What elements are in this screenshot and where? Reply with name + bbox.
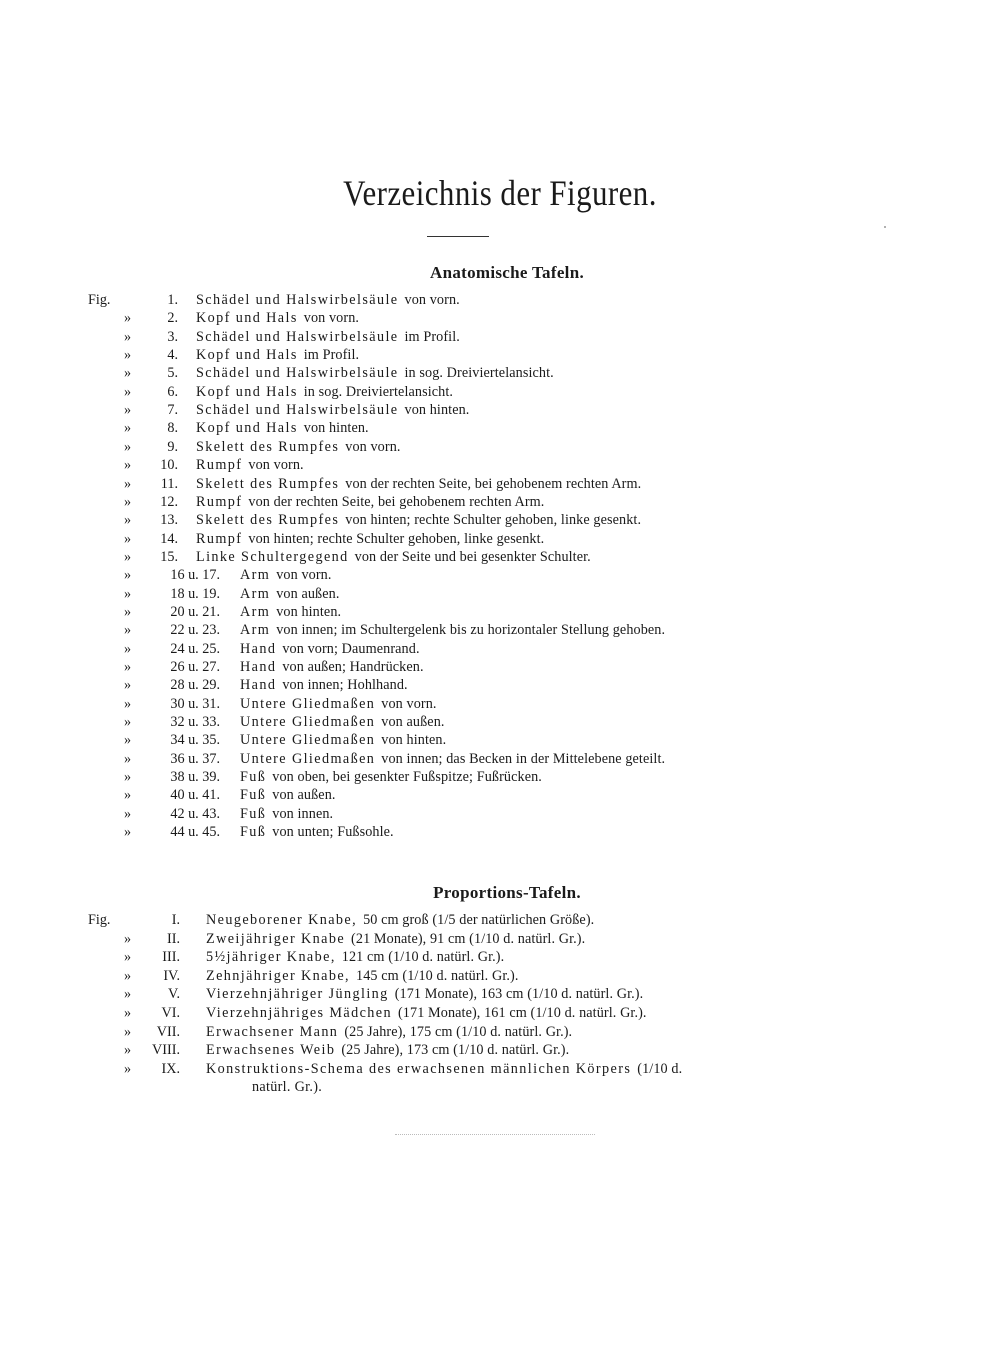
figure-subject: Untere Gliedmaßen [240, 732, 376, 749]
figure-description: von außen. [381, 714, 445, 731]
figure-entry [0, 695, 1000, 713]
figure-entry [0, 1004, 1000, 1022]
figure-entry [0, 640, 1000, 658]
figure-label: » [124, 420, 132, 437]
figure-description: von vorn. [381, 695, 437, 712]
figure-entry [0, 786, 1000, 804]
figure-number: 9. [167, 438, 178, 455]
figure-number: 32 u. 33. [170, 714, 220, 731]
figure-label: Fig. [88, 912, 111, 928]
figure-label: » [124, 328, 132, 345]
figure-number: 20 u. 21. [170, 603, 220, 620]
figure-label: » [124, 512, 132, 529]
figure-entry [0, 530, 1000, 548]
figure-subject: Hand [240, 640, 277, 657]
figure-description: von hinten. [303, 420, 369, 437]
figure-number: I. [171, 912, 180, 928]
figure-description: 121 cm (1/10 d. natürl. Gr.). [341, 949, 505, 966]
figure-description: im Profil. [404, 328, 460, 345]
figure-number: VII. [156, 1023, 180, 1040]
figure-description: (25 Jahre), 173 cm (1/10 d. natürl. Gr.). [341, 1042, 570, 1059]
figure-number: 42 u. 43. [170, 805, 220, 822]
figure-description: von vorn. [404, 292, 460, 308]
figure-number: 38 u. 39. [170, 769, 220, 786]
figure-entry [0, 911, 1000, 929]
figure-entry [0, 731, 1000, 749]
figure-description: von vorn; Daumenrand. [282, 640, 420, 657]
figure-number: 15. [160, 548, 178, 565]
figure-description: von der Seite und bei gesenkter Schulter. [354, 548, 591, 565]
figure-description: von vorn. [276, 567, 332, 584]
figure-description: von hinten. [276, 603, 342, 620]
figure-number: 12. [160, 493, 178, 510]
figure-number: 26 u. 27. [170, 659, 220, 675]
figure-subject: Schädel und Halswirbelsäule [196, 328, 399, 345]
figure-label: » [124, 603, 132, 620]
figure-number: 22 u. 23. [170, 622, 220, 639]
figure-subject: Arm [240, 622, 271, 639]
figure-description: von innen; im Schultergelenk bis zu horizontaler Stellung gehoben. [276, 622, 666, 639]
figure-label: » [124, 585, 132, 602]
figure-description: 50 cm groß (1/5 der natürlichen Größe). [363, 912, 595, 928]
figure-description: in sog. Dreiviertelansicht. [404, 365, 554, 382]
figure-number: 11. [160, 475, 178, 492]
figure-label: » [124, 930, 132, 947]
figure-subject: Hand [240, 659, 277, 675]
figure-subject: Linke Schultergegend [196, 548, 349, 565]
figure-label: » [124, 622, 132, 639]
figure-number: V. [168, 986, 180, 1003]
figure-number: IV. [163, 967, 180, 984]
figure-label: » [124, 695, 132, 712]
figure-subject: Fuß [240, 787, 267, 804]
figure-subject: Skelett des Rumpfes [196, 438, 340, 455]
figure-label: » [124, 365, 132, 382]
figure-label: » [124, 1005, 132, 1021]
figure-number: 16 u. 17. [170, 567, 220, 584]
figure-subject: Erwachsenes Weib [206, 1042, 336, 1059]
figure-subject: Rumpf [196, 457, 243, 474]
figure-label: » [124, 402, 132, 419]
figure-subject: Skelett des Rumpfes [196, 475, 340, 492]
figure-subject: Neugeborener Knabe, [206, 912, 358, 928]
figure-entry [0, 401, 1000, 419]
figure-number: 18 u. 19. [170, 585, 220, 602]
figure-entry [0, 383, 1000, 401]
figure-number: 13. [160, 512, 178, 529]
figure-label: » [124, 986, 132, 1003]
figure-label: » [124, 548, 132, 565]
figure-description: (1/10 d. [637, 1060, 683, 1077]
figure-number: 36 u. 37. [170, 750, 220, 767]
figure-description: in sog. Dreiviertelansicht. [303, 383, 454, 400]
figure-entry [0, 548, 1000, 566]
figure-label: » [124, 1060, 132, 1077]
figure-number: 34 u. 35. [170, 732, 220, 749]
figure-subject: Untere Gliedmaßen [240, 750, 376, 767]
figure-label: » [124, 659, 132, 675]
page-title: Verzeichnis der Figuren. [343, 173, 657, 213]
figure-label: » [124, 347, 132, 364]
figure-description: von außen. [276, 585, 340, 602]
figure-entry [0, 438, 1000, 456]
figure-entry [0, 930, 1000, 948]
figure-subject: Arm [240, 585, 271, 602]
figure-label: » [124, 383, 132, 400]
figure-number: 3. [167, 328, 178, 345]
figure-entry [0, 750, 1000, 768]
figure-description: 145 cm (1/10 d. natürl. Gr.). [356, 967, 519, 984]
figure-subject: Konstruktions-Schema des erwachsenen männlichen Körpers [206, 1060, 632, 1077]
figure-description: von außen; Handrücken. [282, 659, 424, 675]
figure-subject: Zehnjähriger Knabe, [206, 967, 350, 984]
figure-entry [0, 346, 1000, 364]
figure-subject: Fuß [240, 769, 267, 786]
title-rule [427, 236, 489, 237]
figure-entry [0, 419, 1000, 437]
figure-description: (171 Monate), 163 cm (1/10 d. natürl. Gr.). [394, 986, 644, 1003]
figure-number: 28 u. 29. [170, 677, 220, 694]
figure-description: von hinten; rechte Schulter gehoben, linke gesenkt. [345, 512, 642, 529]
figure-entry [0, 291, 1000, 309]
figure-entry [0, 309, 1000, 327]
figure-entry [0, 658, 1000, 676]
figure-entry [0, 676, 1000, 694]
figure-entry [0, 511, 1000, 529]
figure-subject: Untere Gliedmaßen [240, 695, 376, 712]
figure-description: von innen. [272, 805, 334, 822]
figure-label: » [124, 475, 132, 492]
figure-entry [0, 475, 1000, 493]
paper-speck [884, 226, 886, 228]
figure-label: » [124, 1042, 132, 1059]
figure-entry [0, 328, 1000, 346]
figure-label: » [124, 438, 132, 455]
figure-subject: Zweijähriger Knabe [206, 930, 346, 947]
figure-entry [0, 456, 1000, 474]
figure-label: » [124, 640, 132, 657]
section-title-proportion: Proportions-Tafeln. [433, 883, 581, 902]
figure-subject: Vierzehnjähriger Jüngling [206, 986, 389, 1003]
figure-subject: 5½jähriger Knabe, [206, 949, 336, 966]
figure-subject: Rumpf [196, 530, 243, 547]
figure-subject: Kopf und Hals [196, 347, 298, 364]
figure-number: II. [167, 930, 180, 947]
figure-entry [0, 1023, 1000, 1041]
figure-entry [0, 713, 1000, 731]
figure-number: 2. [167, 310, 178, 327]
figure-number: VIII. [152, 1042, 180, 1059]
figure-label: » [124, 457, 132, 474]
figure-label: » [124, 493, 132, 510]
figure-number: 6. [167, 383, 178, 400]
figure-description: von vorn. [345, 438, 401, 455]
figure-subject: Rumpf [196, 493, 243, 510]
figure-label: Fig. [88, 292, 111, 308]
figure-number: 14. [160, 530, 178, 547]
figure-entry [0, 948, 1000, 966]
figure-label: » [124, 805, 132, 822]
figure-entry [0, 1041, 1000, 1059]
figure-description: von innen; das Becken in der Mittelebene geteilt. [381, 750, 666, 767]
figure-label: » [124, 787, 132, 804]
figure-number: 4. [167, 347, 178, 364]
figure-label: » [124, 732, 132, 749]
figure-entry [0, 603, 1000, 621]
figure-subject: Kopf und Hals [196, 383, 298, 400]
figure-subject: Arm [240, 603, 271, 620]
figure-number: 40 u. 41. [170, 787, 220, 804]
figure-subject: Untere Gliedmaßen [240, 714, 376, 731]
figure-subject: Schädel und Halswirbelsäule [196, 292, 399, 308]
figure-description: von der rechten Seite, bei gehobenem rechten Arm. [345, 475, 642, 492]
figure-number: 1. [167, 292, 178, 308]
figure-entry [0, 621, 1000, 639]
figure-number: 8. [167, 420, 178, 437]
figure-label: » [124, 310, 132, 327]
figure-label: » [124, 769, 132, 786]
figure-subject: Skelett des Rumpfes [196, 512, 340, 529]
figure-description: von hinten. [404, 402, 470, 419]
figure-label: » [124, 530, 132, 547]
bottom-dotted-rule [395, 1134, 595, 1135]
figure-description: (21 Monate), 91 cm (1/10 d. natürl. Gr.). [351, 930, 586, 947]
figure-entry [0, 364, 1000, 382]
figure-number: III. [162, 949, 180, 966]
section-title-anatomisch: Anatomische Tafeln. [430, 263, 584, 282]
figure-label: » [124, 567, 132, 584]
figure-label: » [124, 967, 132, 984]
figure-subject: Kopf und Hals [196, 310, 298, 327]
figure-subject: Kopf und Hals [196, 420, 298, 437]
figure-description: von unten; Fußsohle. [272, 824, 394, 841]
figure-description: im Profil. [303, 347, 360, 364]
figure-description: von vorn. [248, 457, 304, 474]
figure-label: » [124, 714, 132, 731]
figure-number: 30 u. 31. [170, 695, 220, 712]
figure-description: (171 Monate), 161 cm (1/10 d. natürl. Gr.). [397, 1005, 647, 1021]
figure-subject: Fuß [240, 824, 267, 841]
figure-subject: Hand [240, 677, 277, 694]
figure-description: von oben, bei gesenkter Fußspitze; Fußrücken. [272, 769, 542, 786]
figure-subject: Schädel und Halswirbelsäule [196, 402, 399, 419]
figure-entry [0, 823, 1000, 841]
figure-label: » [124, 1023, 132, 1040]
figure-number: 7. [167, 402, 178, 419]
figure-number: 5. [167, 365, 178, 382]
figure-label: » [124, 824, 132, 841]
figure-description: von innen; Hohlhand. [282, 677, 408, 694]
figure-description: von außen. [272, 787, 336, 804]
figure-subject: Arm [240, 567, 271, 584]
figure-label: » [124, 949, 132, 966]
figure-subject: Schädel und Halswirbelsäule [196, 365, 399, 382]
figure-number: 10. [160, 457, 178, 474]
figure-description: von hinten. [381, 732, 447, 749]
figure-entry [0, 566, 1000, 584]
figure-entry [0, 585, 1000, 603]
figure-subject: Vierzehnjähriges Mädchen [206, 1005, 392, 1021]
figure-entry [0, 967, 1000, 985]
figure-entry [0, 985, 1000, 1003]
figure-entry [0, 1060, 1000, 1078]
continuation-line: natürl. Gr.). [252, 1079, 323, 1095]
figure-description: von der rechten Seite, bei gehobenem rechten Arm. [248, 493, 545, 510]
figure-entry [0, 805, 1000, 823]
figure-number: 44 u. 45. [170, 824, 220, 841]
figure-number: IX. [161, 1060, 180, 1077]
figure-label: » [124, 750, 132, 767]
figure-subject: Erwachsener Mann [206, 1023, 339, 1040]
figure-number: 24 u. 25. [170, 640, 220, 657]
figure-subject: Fuß [240, 805, 267, 822]
figure-description: von hinten; rechte Schulter gehoben, linke gesenkt. [248, 530, 545, 547]
figure-description: (25 Jahre), 175 cm (1/10 d. natürl. Gr.). [344, 1023, 573, 1040]
figure-entry [0, 768, 1000, 786]
figure-number: VI. [161, 1005, 180, 1021]
figure-description: von vorn. [303, 310, 360, 327]
figure-label: » [124, 677, 132, 694]
figure-entry [0, 493, 1000, 511]
